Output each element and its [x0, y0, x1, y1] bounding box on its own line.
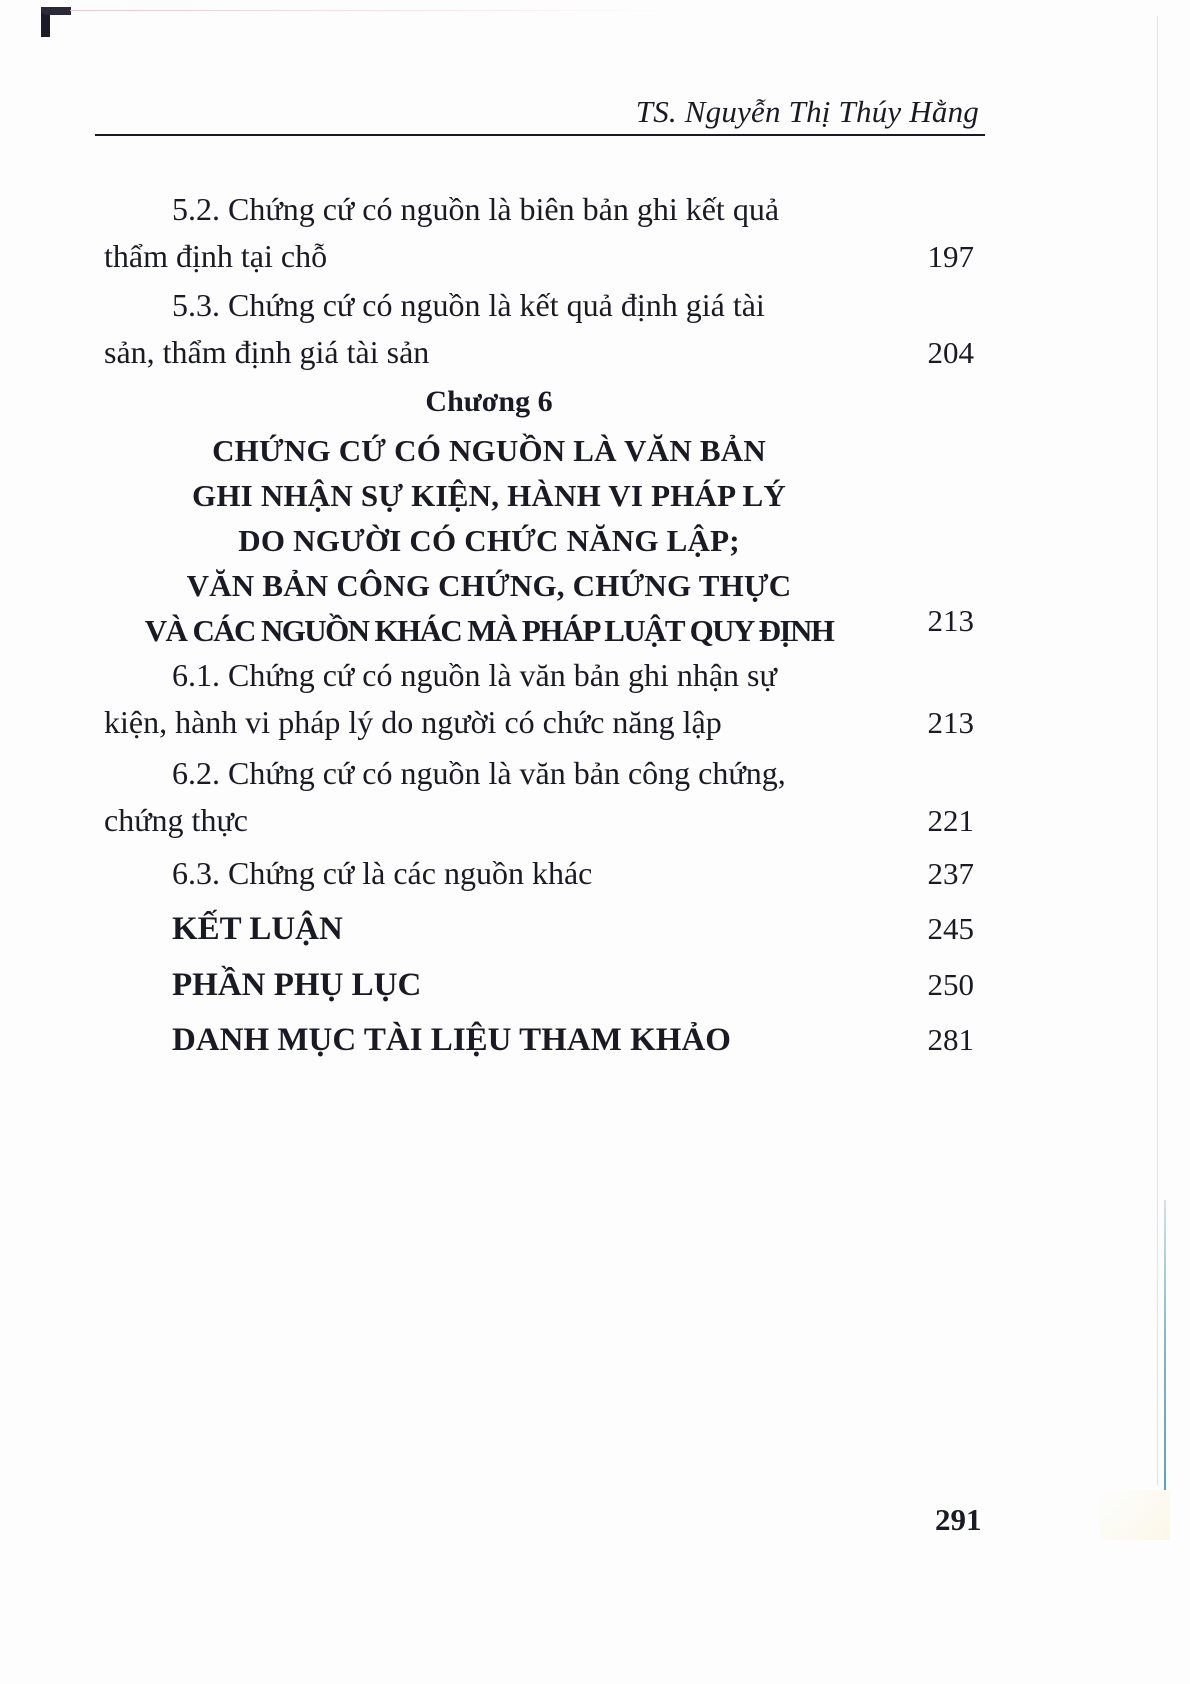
toc-entry-label: PHẦN PHỤ LỤC	[172, 967, 422, 1003]
page-corner-fade	[1100, 1490, 1170, 1540]
toc-page-number: 204	[927, 335, 974, 370]
toc-entry-line	[104, 699, 974, 746]
toc-entry-references[interactable]	[172, 1016, 974, 1064]
toc-entry-5-2[interactable]	[104, 186, 974, 280]
running-header	[95, 90, 985, 136]
toc-page-number: 281	[927, 1022, 974, 1057]
toc-page-number: 221	[927, 803, 974, 838]
toc-page-number: 237	[927, 856, 974, 891]
toc-entry-appendix[interactable]	[172, 961, 974, 1009]
toc-entry-continuation: chứng thực	[104, 802, 248, 838]
corner-mark-horizontal	[41, 7, 71, 15]
toc-entry-line: 5.2. Chứng cứ có nguồn là biên bản ghi kết quả	[172, 191, 780, 227]
chapter-heading-line: DO NGƯỜI CÓ CHỨC NĂNG LẬP;	[238, 523, 740, 558]
chapter-page-number: 213	[927, 603, 974, 638]
chapter-heading-line: CHỨNG CỨ CÓ NGUỒN LÀ VĂN BẢN	[212, 433, 766, 468]
toc-entry-6-2[interactable]	[104, 750, 974, 844]
scan-corner-mark	[41, 7, 71, 37]
chapter-heading-line: VÀ CÁC NGUỒN KHÁC MÀ PHÁP LUẬT QUY ĐỊNH	[144, 613, 834, 648]
toc-entry-line: 6.1. Chứng cứ có nguồn là văn bản ghi nhận sự	[172, 657, 777, 693]
toc-entry-6-1[interactable]	[104, 652, 974, 746]
toc-entry-line: 5.3. Chứng cứ có nguồn là kết quả định giá tài	[172, 287, 765, 323]
toc-page-number: 245	[927, 911, 974, 946]
chapter-label: Chương 6	[425, 385, 553, 418]
toc-page-number: 197	[927, 239, 974, 274]
chapter-heading[interactable]	[104, 428, 874, 653]
toc-entry-continuation: sản, thẩm định giá tài sản	[104, 334, 430, 370]
chapter-heading-line: GHI NHẬN SỰ KIỆN, HÀNH VI PHÁP LÝ	[192, 478, 786, 513]
page-edge-shadow	[1164, 1200, 1166, 1490]
toc-entry-continuation: thẩm định tại chỗ	[104, 238, 328, 274]
toc-entry-line: 6.2. Chứng cứ có nguồn là văn bản công chứng,	[172, 755, 786, 791]
toc-entry-label: KẾT LUẬN	[172, 911, 343, 947]
toc-entry-continuation: kiện, hành vi pháp lý do người có chức năng lập	[104, 704, 722, 740]
toc-entry-6-3[interactable]	[172, 850, 974, 897]
page-number: 291	[935, 1502, 982, 1537]
toc-page-number: 213	[927, 705, 974, 740]
toc-entry-line	[104, 233, 974, 280]
toc-entry-5-3[interactable]	[104, 282, 974, 376]
toc-entry-label: DANH MỤC TÀI LIỆU THAM KHẢO	[172, 1022, 731, 1058]
scan-artifact-line	[70, 10, 670, 11]
toc-page-number: 250	[927, 967, 974, 1002]
chapter-heading-line: VĂN BẢN CÔNG CHỨNG, CHỨNG THỰC	[186, 568, 792, 603]
header-author: TS. Nguyễn Thị Thúy Hằng	[635, 94, 979, 129]
toc-entry-line	[104, 797, 974, 844]
toc-entry-line	[104, 329, 974, 376]
toc-entry-label: 6.3. Chứng cứ là các nguồn khác	[172, 855, 593, 891]
page-edge-line	[1157, 16, 1158, 1486]
toc-entry-conclusion[interactable]	[172, 905, 974, 953]
